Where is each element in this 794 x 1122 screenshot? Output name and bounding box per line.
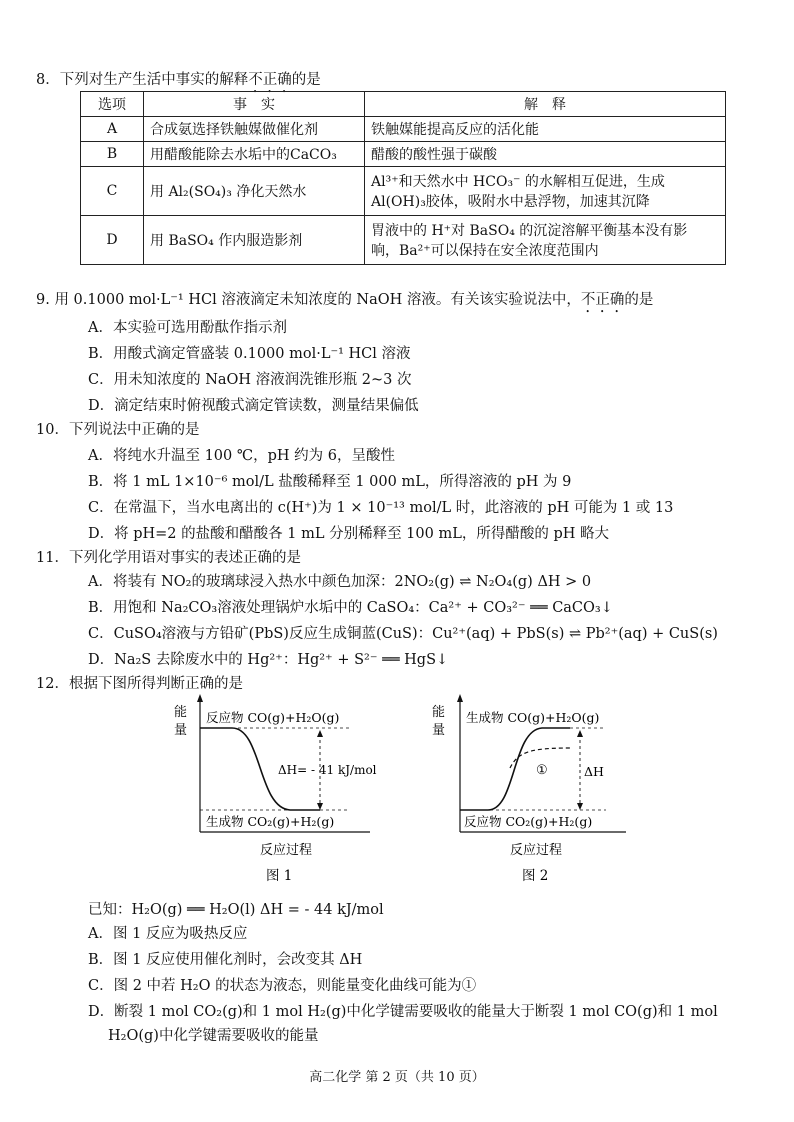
q10-option-b: B．将 1 mL 1×10⁻⁶ mol/L 盐酸稀释至 1 000 mL，所得溶液的 pH 为 9 [88, 474, 572, 490]
fig1-y-arrow [197, 694, 203, 702]
q9-stem: 9. 用 0.1000 mol·L⁻¹ HCl 溶液滴定未知浓度的 NaOH 溶液。有关该实验说法中，不正确的是 [36, 292, 654, 308]
q12-option-d: D．断裂 1 mol CO₂(g)和 1 mol H₂(g)中化学键需要吸收的能量大于断裂 1 mol CO(g)和 1 mol [88, 1004, 718, 1020]
q9-option-d: D．滴定结束时俯视酸式滴定管读数，测量结果偏低 [88, 398, 419, 414]
figure-1 [170, 690, 400, 890]
q10-option-d: D．将 pH=2 的盐酸和醋酸各 1 mL 分别稀释至 100 mL，所得醋酸的 pH 略大 [88, 526, 609, 542]
q9-option-b: B．用酸式滴定管盛装 0.1000 mol·L⁻¹ HCl 溶液 [88, 346, 411, 362]
table-row: C 用 Al₂(SO₄)₃ 净化天然水 Al³⁺和天然水中 HCO₃⁻ 的水解相互促进，生成 Al(OH)₃胶体，吸附水中悬浮物，加速其沉降 [81, 167, 726, 216]
header-fact: 事 实 [144, 92, 365, 117]
q12-option-d-cont: H₂O(g)中化学键需要吸收的能量 [108, 1028, 319, 1044]
q11-option-d: D．Na₂S 去除废水中的 Hg²⁺：Hg²⁺ + S²⁻ ══ HgS↓ [88, 652, 449, 668]
fig2-ylabel-1: 能 [432, 705, 446, 720]
fig1-xlabel: 反应过程 [260, 843, 313, 858]
q12-option-c: C．图 2 中若 H₂O 的状态为液态，则能量变化曲线可能为① [88, 978, 477, 994]
fig1-ylabel-1: 能 [174, 705, 188, 720]
q10-stem: 10．下列说法中正确的是 [36, 422, 200, 438]
q12-stem: 12．根据下图所得判断正确的是 [36, 676, 243, 692]
q11-option-a: A．将装有 NO₂的玻璃球浸入热水中颜色加深：2NO₂(g) ⇌ N₂O₄(g) ΔH > 0 [88, 574, 592, 590]
q10-option-c: C．在常温下，当水电离出的 c(H⁺)为 1 × 10⁻¹³ mol/L 时，此溶液的 pH 可能为 1 或 13 [88, 500, 674, 516]
q12-option-a: A．图 1 反应为吸热反应 [88, 926, 248, 942]
table-row: B 用醋酸能除去水垢中的CaCO₃ 醋酸的酸性强于碳酸 [81, 142, 726, 167]
q9-emphasis: 不正确 [580, 292, 625, 308]
fig2-marker: ① [536, 763, 548, 778]
q8-table [80, 91, 726, 265]
fig1-dh-label: ΔH= - 41 kJ/mol [278, 763, 377, 777]
table-row: A 合成氨选择铁触媒做催化剂 铁触媒能提高反应的活化能 [81, 117, 726, 142]
header-explanation: 解 释 [365, 92, 726, 117]
fig2-bottom-label: 反应物 CO₂(g)+H₂(g) [464, 814, 593, 829]
q12-known: 已知：H₂O(g) ══ H₂O(l) ΔH = - 44 kJ/mol [88, 902, 384, 918]
q11-option-c: C．CuSO₄溶液与方铅矿(PbS)反应生成铜蓝(CuS)：Cu²⁺(aq) + PbS(s) ⇌ Pb²⁺(aq) + CuS(s) [88, 626, 718, 642]
fig2-y-arrow [457, 694, 463, 702]
fig1-ylabel-2: 量 [174, 723, 188, 738]
q10-option-a: A．将纯水升温至 100 ℃，pH 约为 6，呈酸性 [88, 448, 395, 464]
fig2-caption: 图 2 [522, 868, 549, 884]
q9-option-a: A．本实验可选用酚酞作指示剂 [88, 320, 287, 336]
fig2-ylabel-2: 量 [432, 723, 446, 738]
q11-option-b: B．用饱和 Na₂CO₃溶液处理锅炉水垢中的 CaSO₄：Ca²⁺ + CO₃²⁻ ══ CaCO₃↓ [88, 600, 613, 616]
table-header [81, 92, 726, 117]
fig2-xlabel: 反应过程 [510, 843, 563, 858]
q8-stem: 8．下列对生产生活中事实的解释不正确的是 [36, 72, 321, 88]
fig1-top-label: 反应物 CO(g)+H₂O(g) [206, 710, 340, 725]
fig1-caption: 图 1 [266, 868, 293, 884]
q12-option-b: B．图 1 反应使用催化剂时，会改变其 ΔH [88, 952, 363, 968]
figure-2 [430, 690, 630, 890]
fig2-top-label: 生成物 CO(g)+H₂O(g) [466, 710, 600, 725]
table-row: D 用 BaSO₄ 作内服造影剂 胃液中的 H⁺对 BaSO₄ 的沉淀溶解平衡基本没有影 响，Ba²⁺可以保持在安全浓度范围内 [81, 216, 726, 265]
fig2-energy-curve [460, 728, 570, 810]
fig2-dh-label: ΔH [584, 764, 604, 779]
q9-option-c: C．用未知浓度的 NaOH 溶液润洗锥形瓶 2~3 次 [88, 372, 412, 388]
fig1-bottom-label: 生成物 CO₂(g)+H₂(g) [206, 814, 335, 829]
q11-stem: 11．下列化学用语对事实的表述正确的是 [36, 550, 301, 566]
q8-emphasis: 不正确 [248, 72, 292, 88]
header-option: 选项 [81, 92, 144, 117]
page-footer: 高二化学 第 2 页（共 10 页） [309, 1070, 485, 1085]
